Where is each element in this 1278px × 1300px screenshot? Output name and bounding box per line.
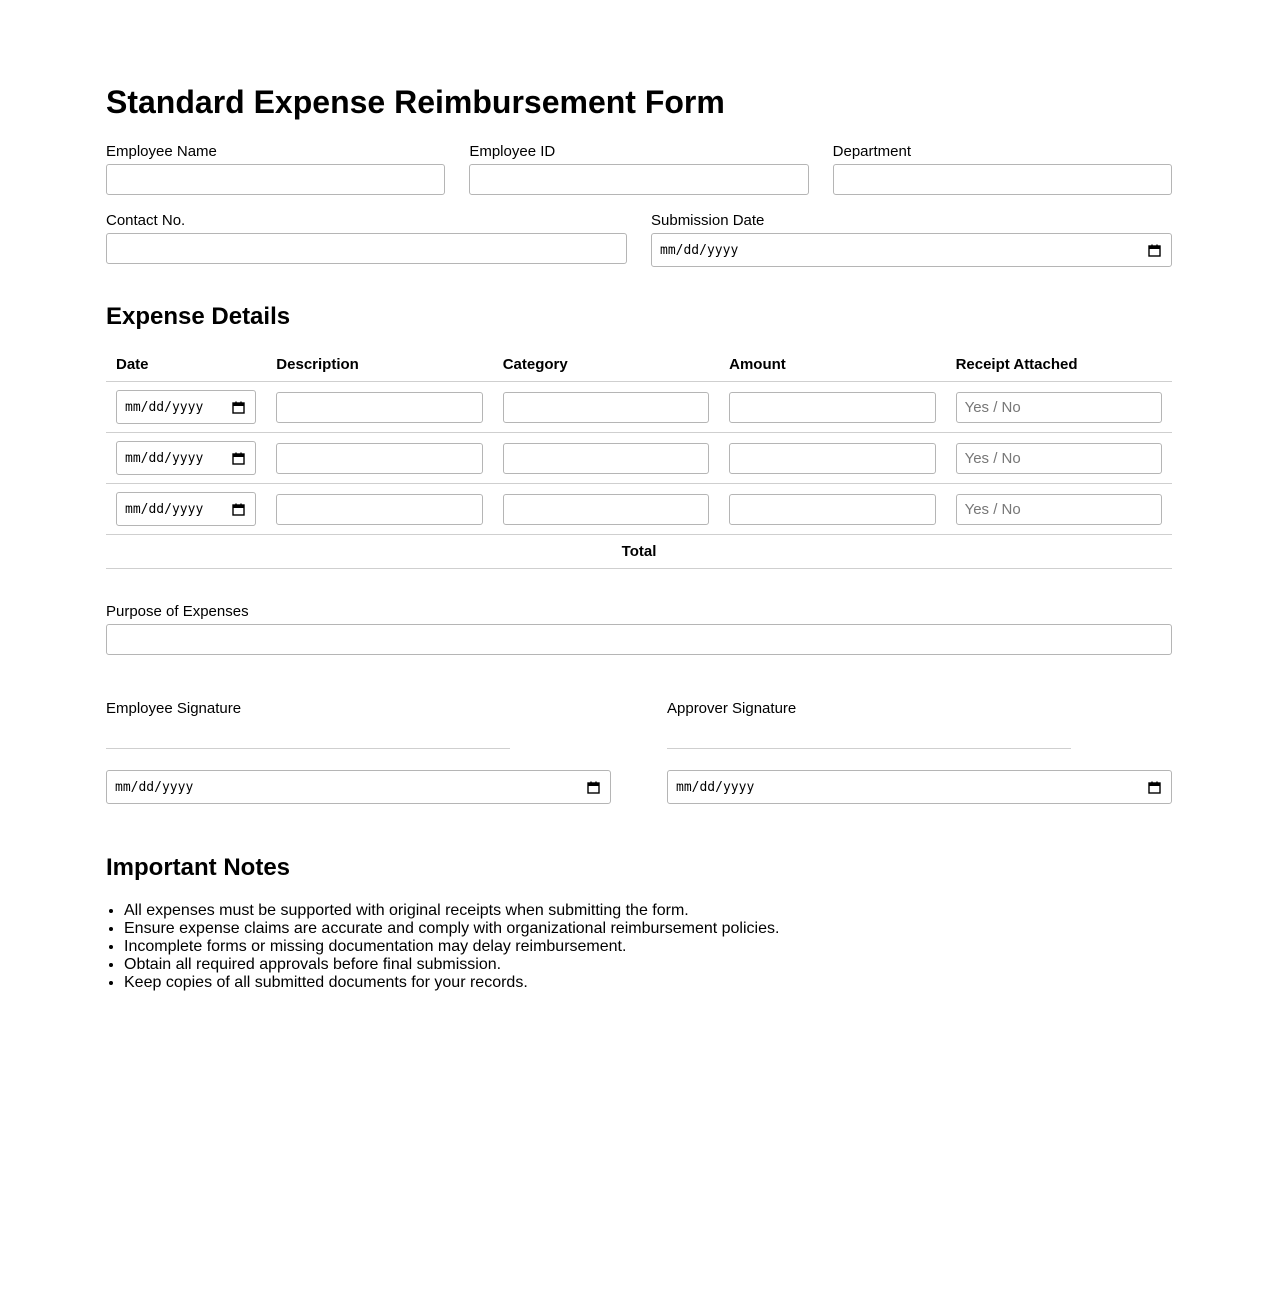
expense-date-input[interactable] <box>116 441 256 475</box>
expense-amount-input[interactable] <box>729 494 935 525</box>
column-header-description: Description <box>266 353 492 382</box>
list-item: • Ensure expense claims are accurate and comply with organizational reimbursement policies. <box>124 920 1172 938</box>
column-header-receipt: Receipt Attached <box>946 353 1172 382</box>
contact-field-group <box>106 212 627 267</box>
column-header-amount: Amount <box>719 353 945 382</box>
date-placeholder: mm/dd/yyyy <box>125 399 204 415</box>
employee-signature-block <box>106 700 611 804</box>
calendar-icon[interactable] <box>1148 781 1161 793</box>
calendar-icon[interactable] <box>232 401 245 413</box>
approver-signature-label: Approver Signature <box>667 700 797 717</box>
expense-table-header <box>106 353 1172 382</box>
department-field-group <box>833 143 1172 195</box>
expense-amount-input[interactable] <box>729 392 935 423</box>
receipt-placeholder: Yes / No <box>964 500 1021 518</box>
list-item: • Incomplete forms or missing documentation may delay reimbursement. <box>124 938 1172 956</box>
date-placeholder: mm/dd/yyyy <box>676 779 755 795</box>
approver-signature-date-input[interactable] <box>667 770 1172 804</box>
department-input[interactable] <box>833 164 1172 195</box>
submission-date-label: Submission Date <box>651 212 765 229</box>
calendar-icon[interactable] <box>1148 244 1161 256</box>
total-label: Total <box>106 535 1172 569</box>
department-label: Department <box>832 143 912 160</box>
calendar-icon[interactable] <box>232 503 245 515</box>
expense-category-input[interactable] <box>503 494 709 525</box>
expense-table <box>106 353 1172 569</box>
date-placeholder: mm/dd/yyyy <box>115 779 194 795</box>
notes-list <box>106 902 1172 992</box>
signature-section <box>106 700 1172 804</box>
column-header-category: Category <box>493 353 719 382</box>
contact-label: Contact No. <box>106 212 186 229</box>
purpose-field-group <box>106 603 1172 655</box>
expense-date-input[interactable] <box>116 390 256 424</box>
employee-signature-line[interactable] <box>106 748 510 749</box>
expense-description-input[interactable] <box>276 494 482 525</box>
expense-receipt-input[interactable] <box>956 494 1162 525</box>
contact-date-row <box>106 212 1172 267</box>
date-placeholder: mm/dd/yyyy <box>125 501 204 517</box>
approver-signature-line[interactable] <box>667 748 1071 749</box>
employee-id-input[interactable] <box>469 164 808 195</box>
total-row <box>106 535 1172 569</box>
purpose-input[interactable] <box>106 624 1172 655</box>
form-title: Standard Expense Reimbursement Form <box>106 84 725 120</box>
important-notes-title: Important Notes <box>106 854 291 881</box>
expense-category-input[interactable] <box>503 443 709 474</box>
column-header-date: Date <box>106 353 266 382</box>
expense-row <box>106 484 1172 535</box>
employee-name-label: Employee Name <box>106 143 217 160</box>
approver-signature-block <box>667 700 1172 804</box>
expense-receipt-input[interactable] <box>956 392 1162 423</box>
employee-name-input[interactable] <box>106 164 445 195</box>
expense-description-input[interactable] <box>276 392 482 423</box>
expense-row <box>106 433 1172 484</box>
expense-category-input[interactable] <box>503 392 709 423</box>
list-item: • All expenses must be supported with original receipts when submitting the form. <box>124 902 1172 920</box>
expense-receipt-input[interactable] <box>956 443 1162 474</box>
employee-id-label: Employee ID <box>469 143 556 160</box>
expense-date-input[interactable] <box>116 492 256 526</box>
expense-row <box>106 382 1172 433</box>
submission-date-input[interactable] <box>651 233 1172 267</box>
employee-signature-label: Employee Signature <box>106 700 242 717</box>
employee-id-field-group <box>469 143 808 195</box>
submission-date-field-group <box>651 212 1172 267</box>
expense-amount-input[interactable] <box>729 443 935 474</box>
date-placeholder: mm/dd/yyyy <box>660 242 739 258</box>
employee-info-row <box>106 143 1172 195</box>
contact-input[interactable] <box>106 233 627 264</box>
list-item: • Keep copies of all submitted documents for your records. <box>124 974 1172 992</box>
expense-details-title: Expense Details <box>106 303 291 330</box>
employee-signature-date-input[interactable] <box>106 770 611 804</box>
receipt-placeholder: Yes / No <box>964 449 1021 467</box>
calendar-icon[interactable] <box>587 781 600 793</box>
expense-form <box>106 0 1172 992</box>
receipt-placeholder: Yes / No <box>964 398 1021 416</box>
expense-description-input[interactable] <box>276 443 482 474</box>
employee-name-field-group <box>106 143 445 195</box>
date-placeholder: mm/dd/yyyy <box>125 450 204 466</box>
calendar-icon[interactable] <box>232 452 245 464</box>
list-item: • Obtain all required approvals before final submission. <box>124 956 1172 974</box>
purpose-label: Purpose of Expenses <box>106 603 249 620</box>
